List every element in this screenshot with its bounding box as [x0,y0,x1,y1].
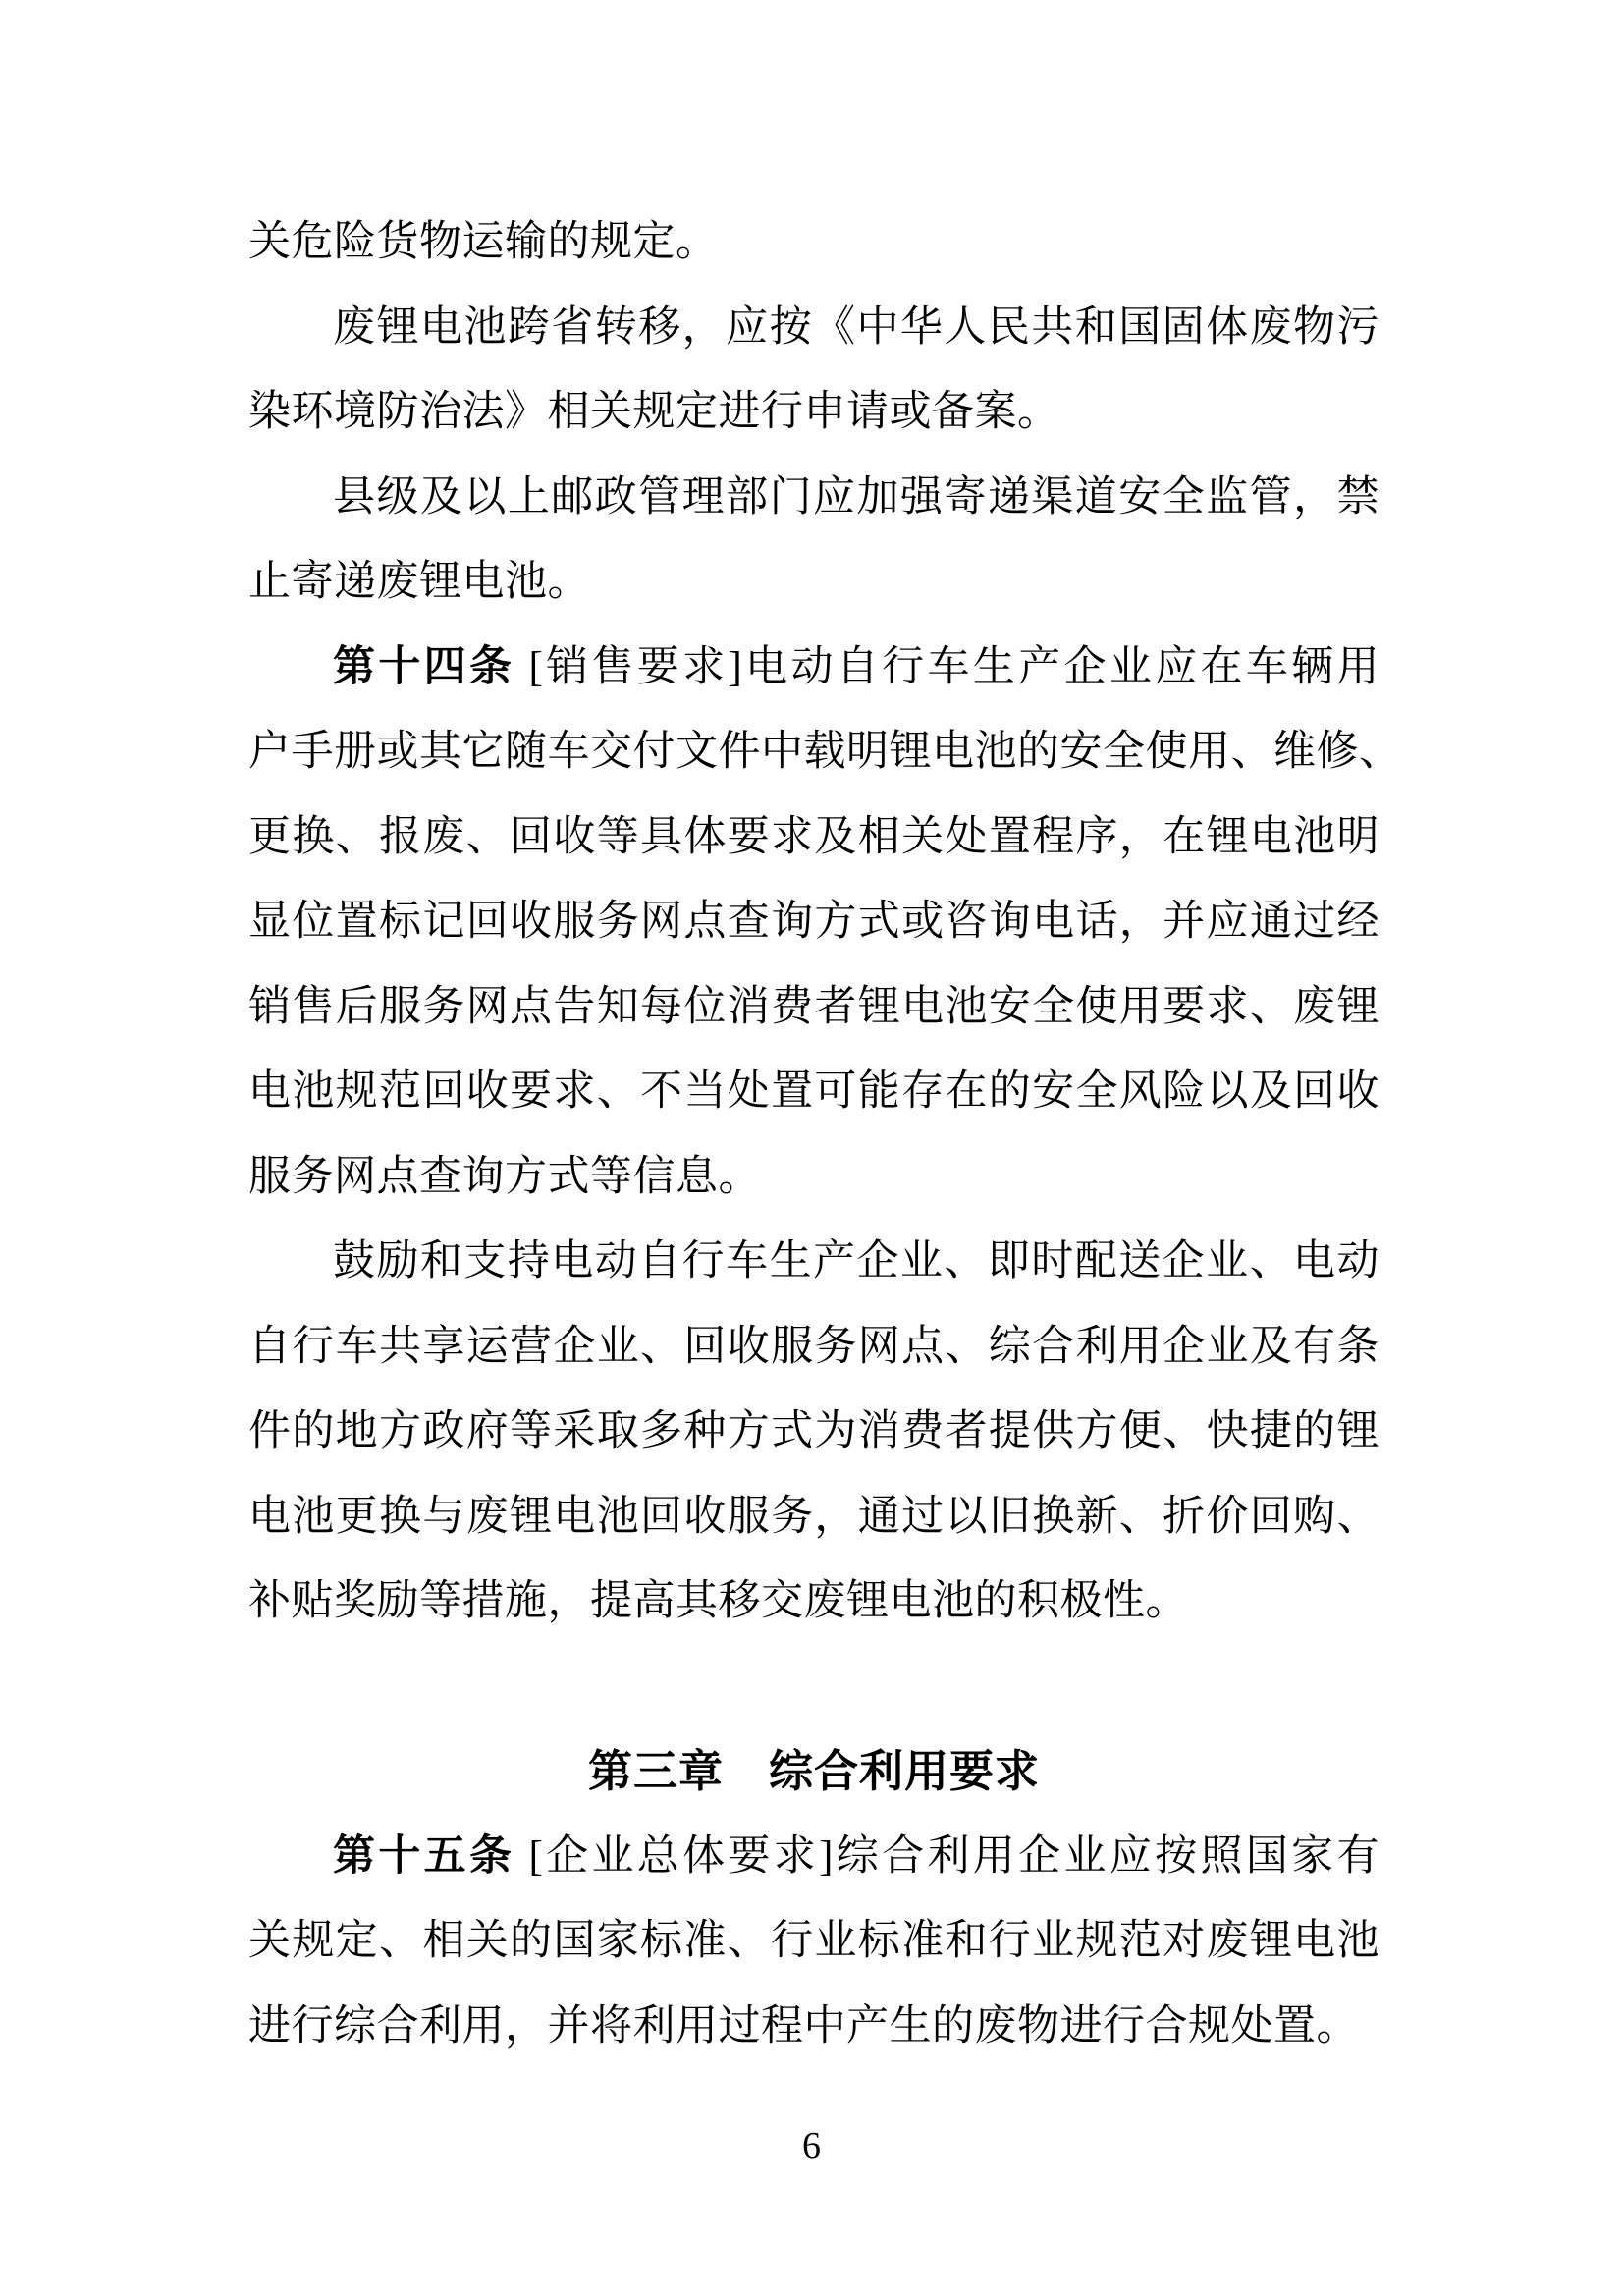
article-text: [销售要求]电动自行车生产企业应在车辆用 [514,643,1380,690]
text-line: 电池规范回收要求、不当处置可能存在的安全风险以及回收 [248,1068,1380,1115]
blank-line [248,1645,1380,1730]
text-line: 补贴奖励等措施，提高其移交废锂电池的积极性。 [248,1578,1188,1624]
text-line: 止寄递废锂电池。 [248,559,590,605]
text-line: 电池更换与废锂电池回收服务，通过以旧换新、折价回购、 [248,1493,1380,1540]
chapter-heading: 第三章 综合利用要求 [587,1746,1040,1796]
text-line: 件的地方政府等采取多种方式为消费者提供方便、快捷的锂 [248,1408,1380,1454]
text-line: 关规定、相关的国家标准、行业标准和行业规范对废锂电池 [248,1918,1380,1964]
text-line: 关危险货物运输的规定。 [248,219,719,265]
text-line: 进行综合利用，并将利用过程中产生的废物进行合规处置。 [248,2002,1359,2050]
text-line: 户手册或其它随车交付文件中载明锂电池的安全使用、维修、 [248,729,1402,775]
text-line-article-14 [248,626,1380,711]
text-block [248,200,1402,2069]
text-line: 更换、报废、回收等具体要求及相关处置程序，在锂电池明 [248,813,1380,860]
text-line: 县级及以上邮政管理部门应加强寄递渠道安全监管，禁 [333,473,1380,520]
article-number-label: 第十五条 [333,1832,515,1880]
article-text: [企业总体要求]综合利用企业应按照国家有 [514,1832,1380,1880]
text-line: 显位置标记回收服务网点查询方式或咨询电话，并应通过经 [248,899,1380,945]
text-line-article-15 [248,1815,1380,1900]
article-number-label: 第十四条 [333,643,515,690]
text-line: 服务网点查询方式等信息。 [248,1153,761,1200]
text-line: 染环境防治法》相关规定进行申请或备案。 [248,389,1060,435]
text-line: 鼓励和支持电动自行车生产企业、即时配送企业、电动 [333,1238,1380,1285]
page-number: 6 [802,2125,821,2166]
text-line: 废锂电池跨省转移，应按《中华人民共和国固体废物污 [333,303,1380,351]
text-line: 销售后服务网点告知每位消费者锂电池安全使用要求、废锂 [248,983,1380,1030]
text-line: 自行车共享运营企业、回收服务网点、综合利用企业及有条 [248,1323,1380,1370]
